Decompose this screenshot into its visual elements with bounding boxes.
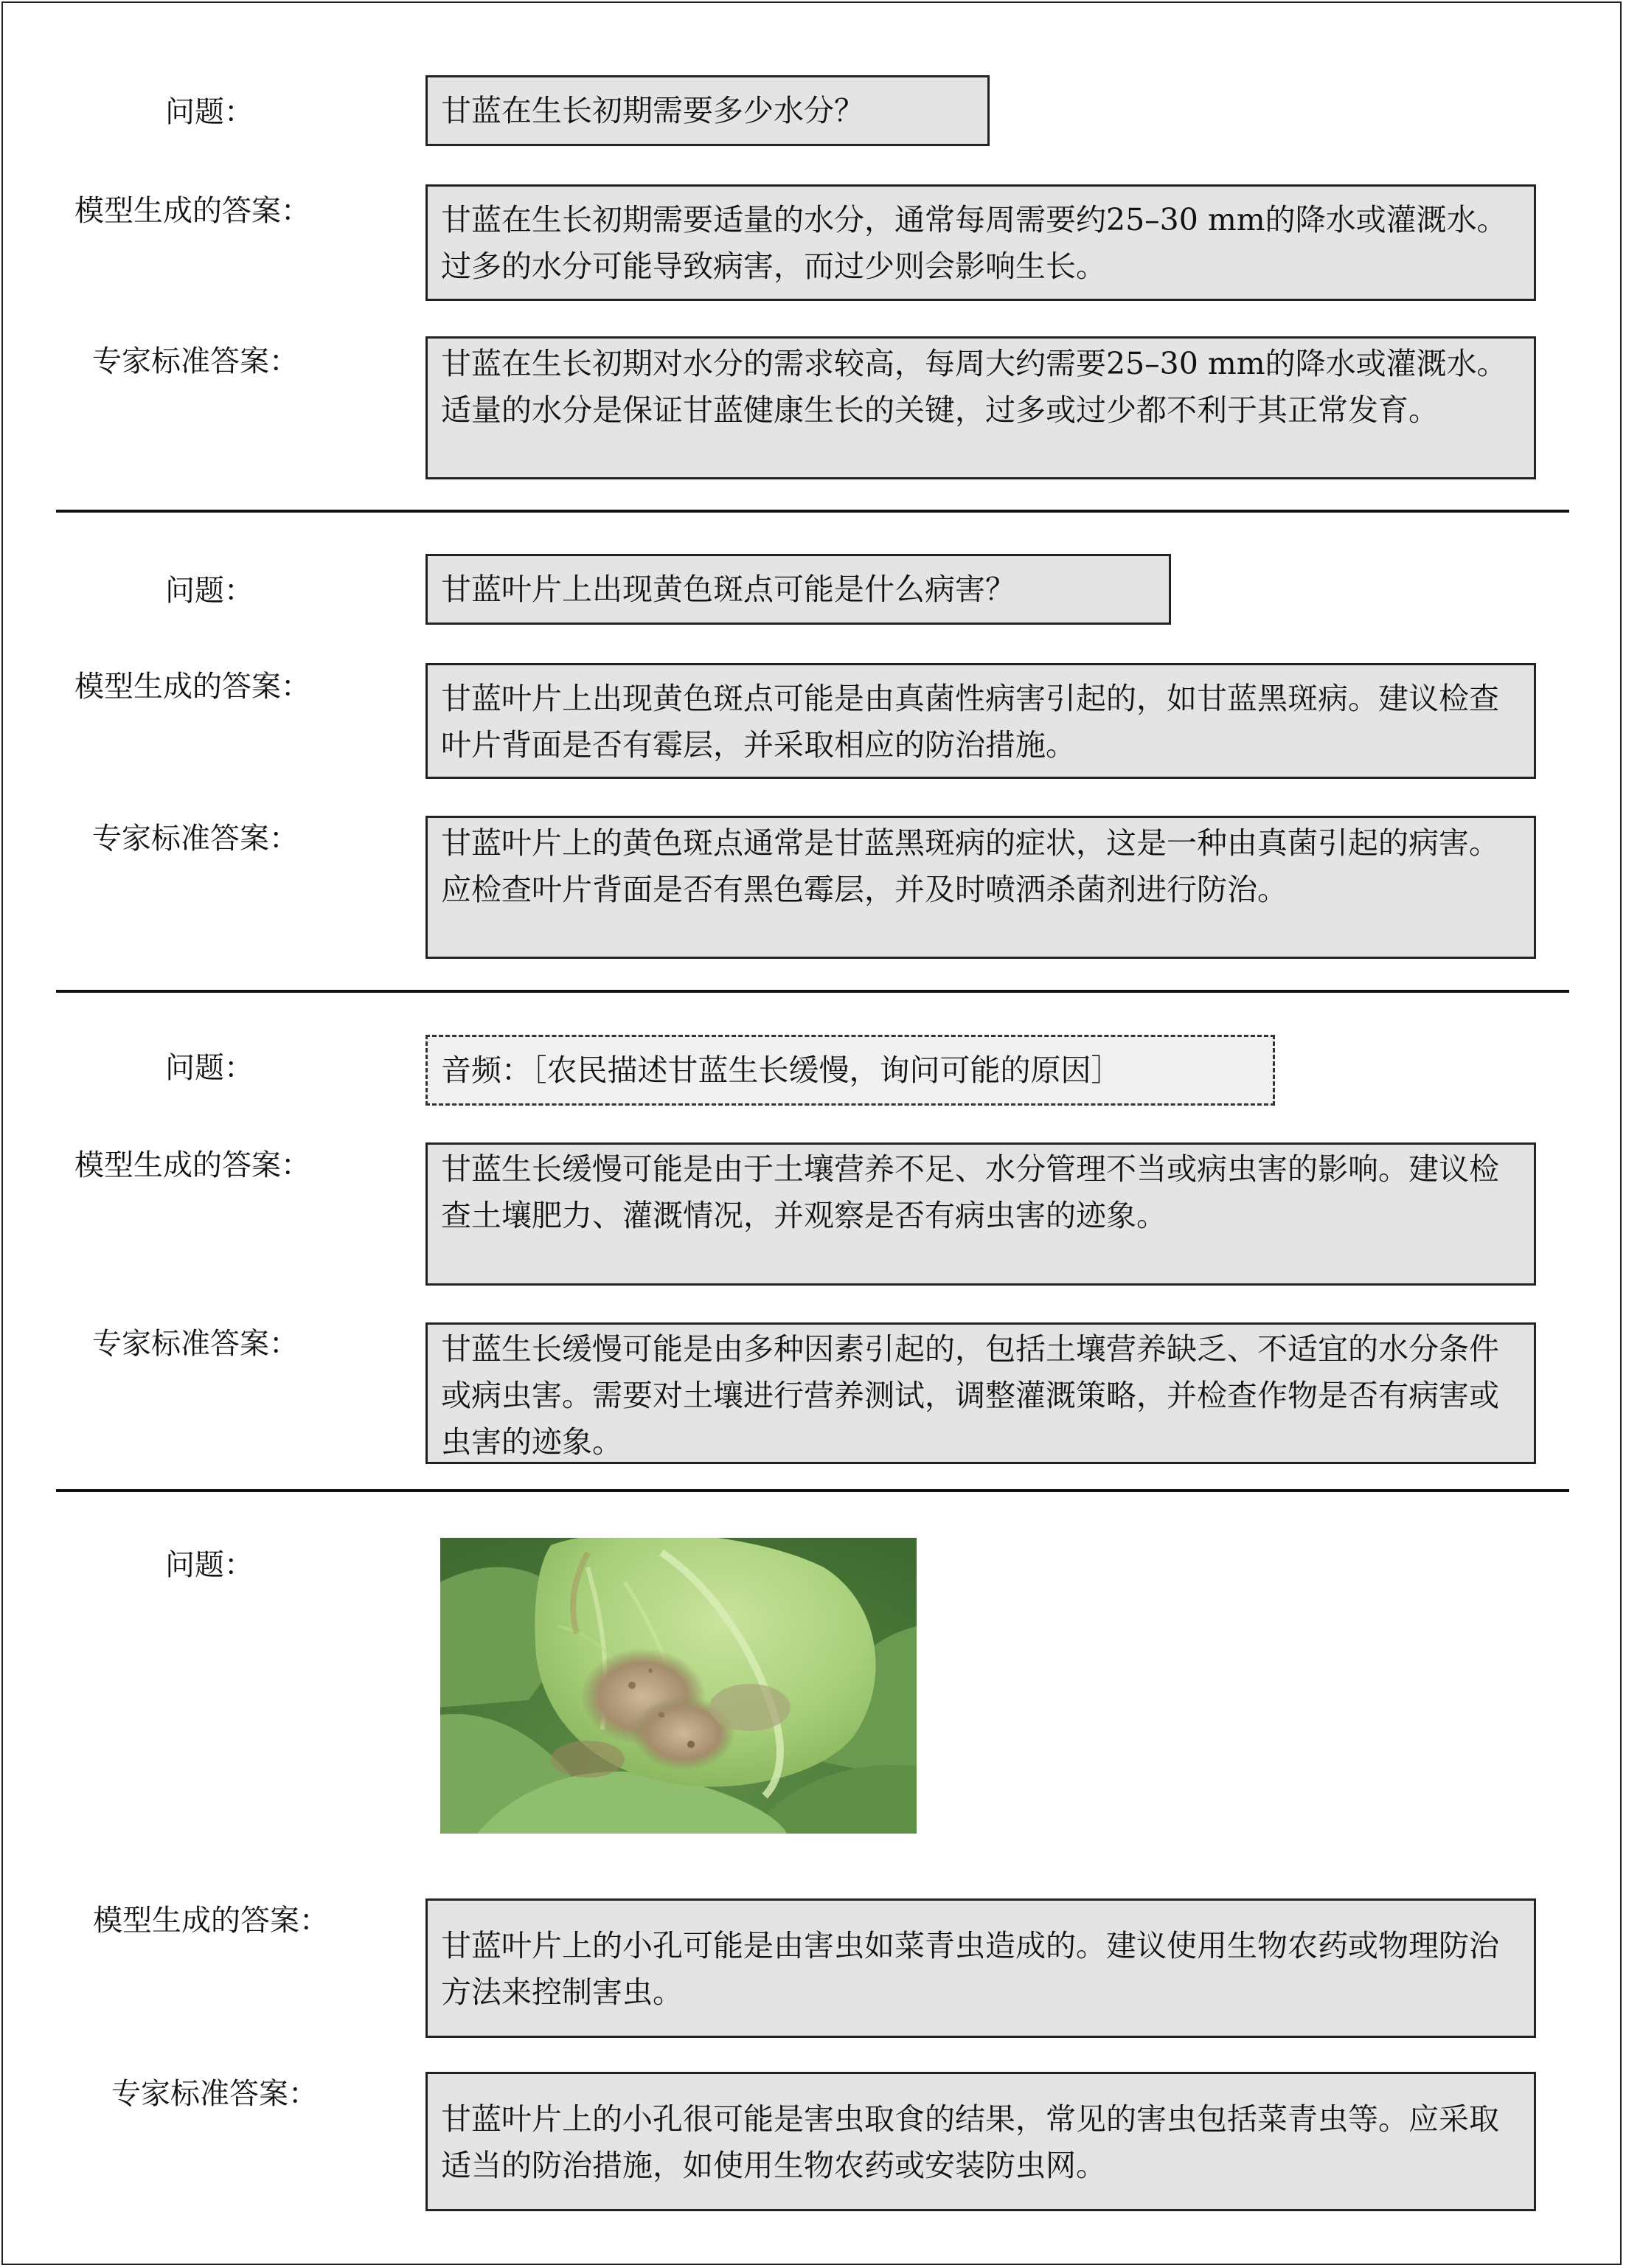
expert-answer-label: 专家标准答案： [92, 822, 299, 856]
question-box [425, 75, 990, 146]
expert-answer-label: 专家标准答案： [92, 1327, 299, 1361]
model-answer-text: 甘蓝在生长初期需要适量的水分，通常每周需要约25–30 mm的降水或灌溉水。过多的水分可能导致病害，而过少则会影响生长。 [441, 202, 1507, 284]
model-answer-label: 模型生成的答案： [74, 1148, 310, 1182]
model-answer-box [425, 663, 1536, 779]
question-label: 问题： [165, 1051, 254, 1085]
model-answer-text: 甘蓝叶片上的小孔可能是由害虫如菜青虫造成的。建议使用生物农药或物理防治方法来控制害虫。 [441, 1928, 1499, 2010]
section-divider [56, 990, 1569, 993]
question-label: 问题： [165, 95, 254, 129]
question-label: 问题： [165, 574, 254, 608]
expert-answer-box [425, 336, 1536, 479]
section-divider [56, 1489, 1569, 1492]
question-box [425, 554, 1171, 625]
expert-answer-box [425, 2072, 1536, 2211]
expert-answer-text: 甘蓝叶片上的小孔很可能是害虫取食的结果，常见的害虫包括菜青虫等。应采取适当的防治措施，如使用生物农药或安装防虫网。 [441, 2101, 1499, 2183]
cabbage-photo [440, 1538, 917, 1834]
model-answer-text: 甘蓝叶片上出现黄色斑点可能是由真菌性病害引起的，如甘蓝黑斑病。建议检查叶片背面是否有霉层，并采取相应的防治措施。 [441, 681, 1499, 763]
question-text: 甘蓝在生长初期需要多少水分？ [441, 92, 864, 128]
section-divider [56, 510, 1569, 513]
model-answer-box [425, 1898, 1536, 2038]
audio-question-box [425, 1035, 1275, 1106]
expert-answer-box [425, 816, 1536, 959]
model-answer-text: 甘蓝生长缓慢可能是由于土壤营养不足、水分管理不当或病虫害的影响。建议检查土壤肥力、灌溉情况，并观察是否有病虫害的迹象。 [441, 1151, 1499, 1233]
expert-answer-text: 甘蓝生长缓慢可能是由多种因素引起的，包括土壤营养缺乏、不适宜的水分条件或病虫害。需要对土壤进行营养测试，调整灌溉策略，并检查作物是否有病害或虫害的迹象。 [441, 1331, 1499, 1460]
model-answer-label: 模型生成的答案： [74, 670, 310, 704]
question-label: 问题： [165, 1548, 254, 1582]
audio-question-text: 音频：［农民描述甘蓝生长缓慢，询问可能的原因］ [441, 1052, 1122, 1088]
expert-answer-text: 甘蓝叶片上的黄色斑点通常是甘蓝黑斑病的症状，这是一种由真菌引起的病害。应检查叶片背面是否有黑色霉层，并及时喷洒杀菌剂进行防治。 [441, 825, 1499, 907]
model-answer-label: 模型生成的答案： [74, 194, 310, 228]
expert-answer-label: 专家标准答案： [92, 344, 299, 378]
expert-answer-box [425, 1322, 1536, 1464]
expert-answer-label: 专家标准答案： [111, 2077, 318, 2111]
model-answer-label: 模型生成的答案： [93, 1904, 329, 1938]
expert-answer-text: 甘蓝在生长初期对水分的需求较高，每周大约需要25–30 mm的降水或灌溉水。适量的水分是保证甘蓝健康生长的关键，过多或过少都不利于其正常发育。 [441, 346, 1507, 428]
model-answer-box [425, 184, 1536, 301]
model-answer-box [425, 1142, 1536, 1286]
question-text: 甘蓝叶片上出现黄色斑点可能是什么病害？ [441, 571, 1015, 607]
